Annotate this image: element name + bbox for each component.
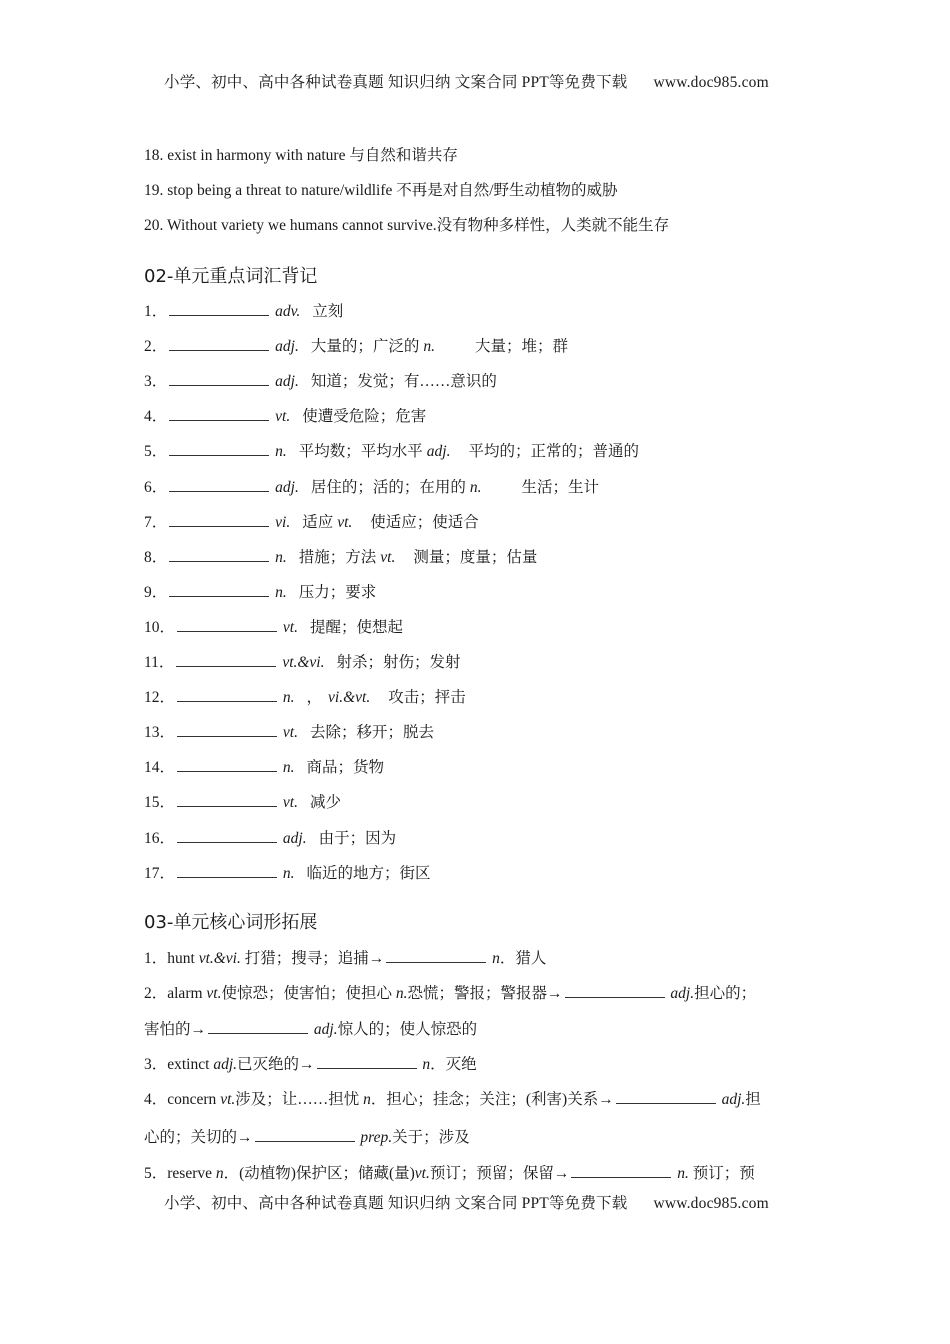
- fill-blank[interactable]: [317, 1054, 417, 1069]
- definition-2: 平均的；正常的；普通的: [468, 443, 639, 460]
- text: ．灭绝: [430, 1056, 477, 1073]
- pos: n: [363, 1091, 371, 1108]
- definition: 立刻: [312, 303, 344, 320]
- fill-blank[interactable]: [255, 1127, 355, 1142]
- fill-blank[interactable]: [169, 371, 269, 386]
- item-number: 2．: [144, 338, 168, 355]
- word-form-alarm-cont: [144, 1019, 477, 1040]
- part-of-speech-2: n.: [469, 479, 482, 496]
- definition: 去除；移开；脱去: [309, 724, 434, 741]
- fill-blank[interactable]: [169, 301, 269, 316]
- part-of-speech: adj.: [282, 830, 307, 847]
- word-form-reserve: [144, 1163, 755, 1184]
- part-of-speech: vt.: [282, 724, 298, 741]
- part-of-speech-2: vt.: [337, 514, 353, 531]
- fill-blank[interactable]: [169, 512, 269, 527]
- part-of-speech: n.: [282, 689, 295, 706]
- fill-blank[interactable]: [169, 441, 269, 456]
- item-number: 8．: [144, 549, 168, 566]
- definition-2: 测量；度量；估量: [413, 549, 538, 566]
- definition: 平均数；平均水平: [298, 443, 423, 460]
- definition: 商品；货物: [306, 759, 385, 776]
- text: 害怕的→: [144, 1021, 207, 1038]
- fill-blank[interactable]: [177, 828, 277, 843]
- definition: 由于；因为: [318, 830, 397, 847]
- separator: ，: [306, 689, 323, 706]
- phrase-19: 19. stop being a threat to nature/wildlife 不再是对自然/野生动植物的威胁: [144, 182, 618, 199]
- item-number: 9．: [144, 584, 168, 601]
- part-of-speech: vi.: [275, 514, 291, 531]
- fill-blank[interactable]: [176, 652, 276, 667]
- text: 打猎；搜寻；追捕→: [240, 950, 385, 967]
- item-number: 6．: [144, 479, 168, 496]
- vocab-item-13: [144, 722, 434, 743]
- item-number: 10．: [144, 619, 176, 636]
- part-of-speech: n.: [282, 865, 295, 882]
- text: 4．concern: [144, 1091, 221, 1108]
- fill-blank[interactable]: [616, 1089, 716, 1104]
- text: 心的；关切的→: [144, 1129, 253, 1146]
- phrase-18: 18. exist in harmony with nature 与自然和谐共存: [144, 147, 458, 164]
- definition: 大量的；广泛的: [310, 338, 420, 355]
- vocab-item-14: [144, 757, 384, 778]
- part-of-speech: adj.: [275, 373, 299, 390]
- vocab-item-16: [144, 828, 396, 849]
- header-text: 小学、初中、高中各种试卷真题 知识归纳 文案合同 PPT等免费下载: [164, 74, 628, 91]
- header-url: www.doc985.com: [653, 74, 769, 91]
- text: 使惊恐；使害怕；使担心: [221, 985, 396, 1002]
- part-of-speech-2: adj.: [426, 443, 451, 460]
- text: 2．alarm: [144, 985, 207, 1002]
- fill-blank[interactable]: [177, 687, 277, 702]
- pos: adj.: [670, 985, 695, 1002]
- definition-2: 生活；生计: [521, 479, 599, 496]
- fill-blank[interactable]: [169, 406, 269, 421]
- pos: n.: [395, 985, 408, 1002]
- vocab-item-10: [144, 617, 403, 638]
- pos: adj.: [213, 1056, 237, 1073]
- part-of-speech: n.: [275, 549, 287, 566]
- part-of-speech: vt.&vi.: [282, 654, 325, 671]
- pos: n: [215, 1165, 224, 1182]
- pos: vt.: [220, 1091, 236, 1108]
- text: 惊人的；使人惊恐的: [337, 1021, 478, 1038]
- text: ．(动植物)保护区；储藏(量): [223, 1165, 415, 1182]
- vocab-item-2: [144, 336, 568, 357]
- item-number: 12．: [144, 689, 176, 706]
- word-form-extinct: [144, 1054, 477, 1075]
- definition: 措施；方法: [298, 549, 377, 566]
- part-of-speech-2: vt.: [380, 549, 396, 566]
- word-form-concern: [144, 1089, 761, 1110]
- fill-blank[interactable]: [177, 722, 277, 737]
- item-number: 17．: [144, 865, 176, 882]
- definition: 提醒；使想起: [309, 619, 403, 636]
- fill-blank[interactable]: [565, 983, 665, 998]
- part-of-speech: vt.: [275, 408, 291, 425]
- item-number: 14．: [144, 759, 176, 776]
- definition: 压力；要求: [298, 584, 377, 601]
- pos: prep.: [360, 1129, 393, 1146]
- page-header: [164, 70, 769, 92]
- text: 涉及；让……担忧: [235, 1091, 364, 1108]
- text: 担心的；: [694, 985, 757, 1002]
- section-heading-vocabulary: 02-单元重点词汇背记: [144, 266, 318, 287]
- vocab-item-7: [144, 512, 479, 533]
- part-of-speech: n.: [282, 759, 295, 776]
- pos: adj.: [313, 1021, 338, 1038]
- definition-2: 使适应；使适合: [370, 514, 479, 531]
- definition-2: 攻击；抨击: [388, 689, 466, 706]
- word-form-hunt: [144, 948, 546, 969]
- fill-blank[interactable]: [177, 863, 277, 878]
- part-of-speech: n.: [275, 584, 287, 601]
- part-of-speech-2: n.: [423, 338, 435, 355]
- vocab-item-1: [144, 301, 343, 322]
- pos: vt.: [414, 1165, 430, 1182]
- text: 恐慌；警报；警报器→: [407, 985, 563, 1002]
- part-of-speech: adj.: [275, 338, 299, 355]
- fill-blank[interactable]: [571, 1163, 671, 1178]
- vocab-item-3: [144, 371, 497, 392]
- vocab-item-17: [144, 863, 431, 884]
- fill-blank[interactable]: [177, 757, 277, 772]
- vocab-item-11: [144, 652, 461, 673]
- fill-blank[interactable]: [169, 582, 269, 597]
- fill-blank[interactable]: [208, 1019, 308, 1034]
- vocab-item-4: [144, 406, 426, 427]
- item-number: 16．: [144, 830, 176, 847]
- vocab-item-9: [144, 582, 376, 603]
- word-form-alarm: [144, 983, 756, 1004]
- item-number: 15．: [144, 794, 176, 811]
- vocab-item-15: [144, 792, 341, 813]
- item-number: 13．: [144, 724, 176, 741]
- vocab-item-5: [144, 441, 639, 462]
- pos: vt.: [206, 985, 222, 1002]
- definition: 知道；发觉；有……意识的: [310, 373, 497, 390]
- text: 1．hunt: [144, 950, 199, 967]
- text: 关于；涉及: [392, 1129, 470, 1146]
- definition: 居住的；活的；在用的: [310, 479, 466, 496]
- definition: 临近的地方；街区: [306, 865, 431, 882]
- part-of-speech: n.: [275, 443, 287, 460]
- footer-url: www.doc985.com: [653, 1195, 769, 1212]
- part-of-speech: vt.: [282, 619, 298, 636]
- fill-blank[interactable]: [169, 477, 269, 492]
- item-number: 1．: [144, 303, 168, 320]
- text: 预订；预留；保留→: [429, 1165, 570, 1182]
- item-number: 3．: [144, 373, 168, 390]
- part-of-speech: adj.: [275, 479, 299, 496]
- fill-blank[interactable]: [169, 547, 269, 562]
- text: 5．reserve: [144, 1165, 216, 1182]
- word-form-concern-cont: [144, 1127, 470, 1148]
- pos: n: [422, 1056, 431, 1073]
- definition: 射杀；射伤；发射: [336, 654, 461, 671]
- text: ．猎人: [499, 950, 547, 967]
- vocab-item-12: [144, 687, 466, 708]
- text: ．担心；挂念；关注；(利害)关系→: [370, 1091, 614, 1108]
- phrase-20: 20. Without variety we humans cannot survive.没有物种多样性，人类就不能生存: [144, 217, 670, 234]
- text: 担: [745, 1091, 761, 1108]
- definition: 适应: [302, 514, 334, 531]
- part-of-speech-2: vi.&vt.: [328, 689, 371, 706]
- item-number: 7．: [144, 514, 168, 531]
- item-number: 11．: [144, 654, 175, 671]
- text: 已灭绝的→: [237, 1056, 315, 1073]
- part-of-speech: vt.: [282, 794, 298, 811]
- pos: vt.&vi.: [198, 950, 241, 967]
- fill-blank[interactable]: [177, 792, 277, 807]
- fill-blank[interactable]: [177, 617, 277, 632]
- pos: n: [492, 950, 500, 967]
- text: 3．extinct: [144, 1056, 214, 1073]
- vocab-item-6: [144, 477, 599, 498]
- item-number: 4．: [144, 408, 168, 425]
- fill-blank[interactable]: [386, 948, 486, 963]
- vocab-item-8: [144, 547, 537, 568]
- fill-blank[interactable]: [169, 336, 269, 351]
- footer-text: 小学、初中、高中各种试卷真题 知识归纳 文案合同 PPT等免费下载: [164, 1195, 628, 1212]
- section-heading-word-forms: 03-单元核心词形拓展: [144, 912, 318, 933]
- definition: 使遭受危险；危害: [302, 408, 427, 425]
- text: 预订；预: [688, 1165, 755, 1182]
- definition: 减少: [309, 794, 341, 811]
- pos: n.: [677, 1165, 689, 1182]
- part-of-speech: adv.: [275, 303, 301, 320]
- pos: adj.: [721, 1091, 746, 1108]
- item-number: 5．: [144, 443, 168, 460]
- page-footer: [164, 1191, 769, 1213]
- definition-2: 大量；堆；群: [474, 338, 568, 355]
